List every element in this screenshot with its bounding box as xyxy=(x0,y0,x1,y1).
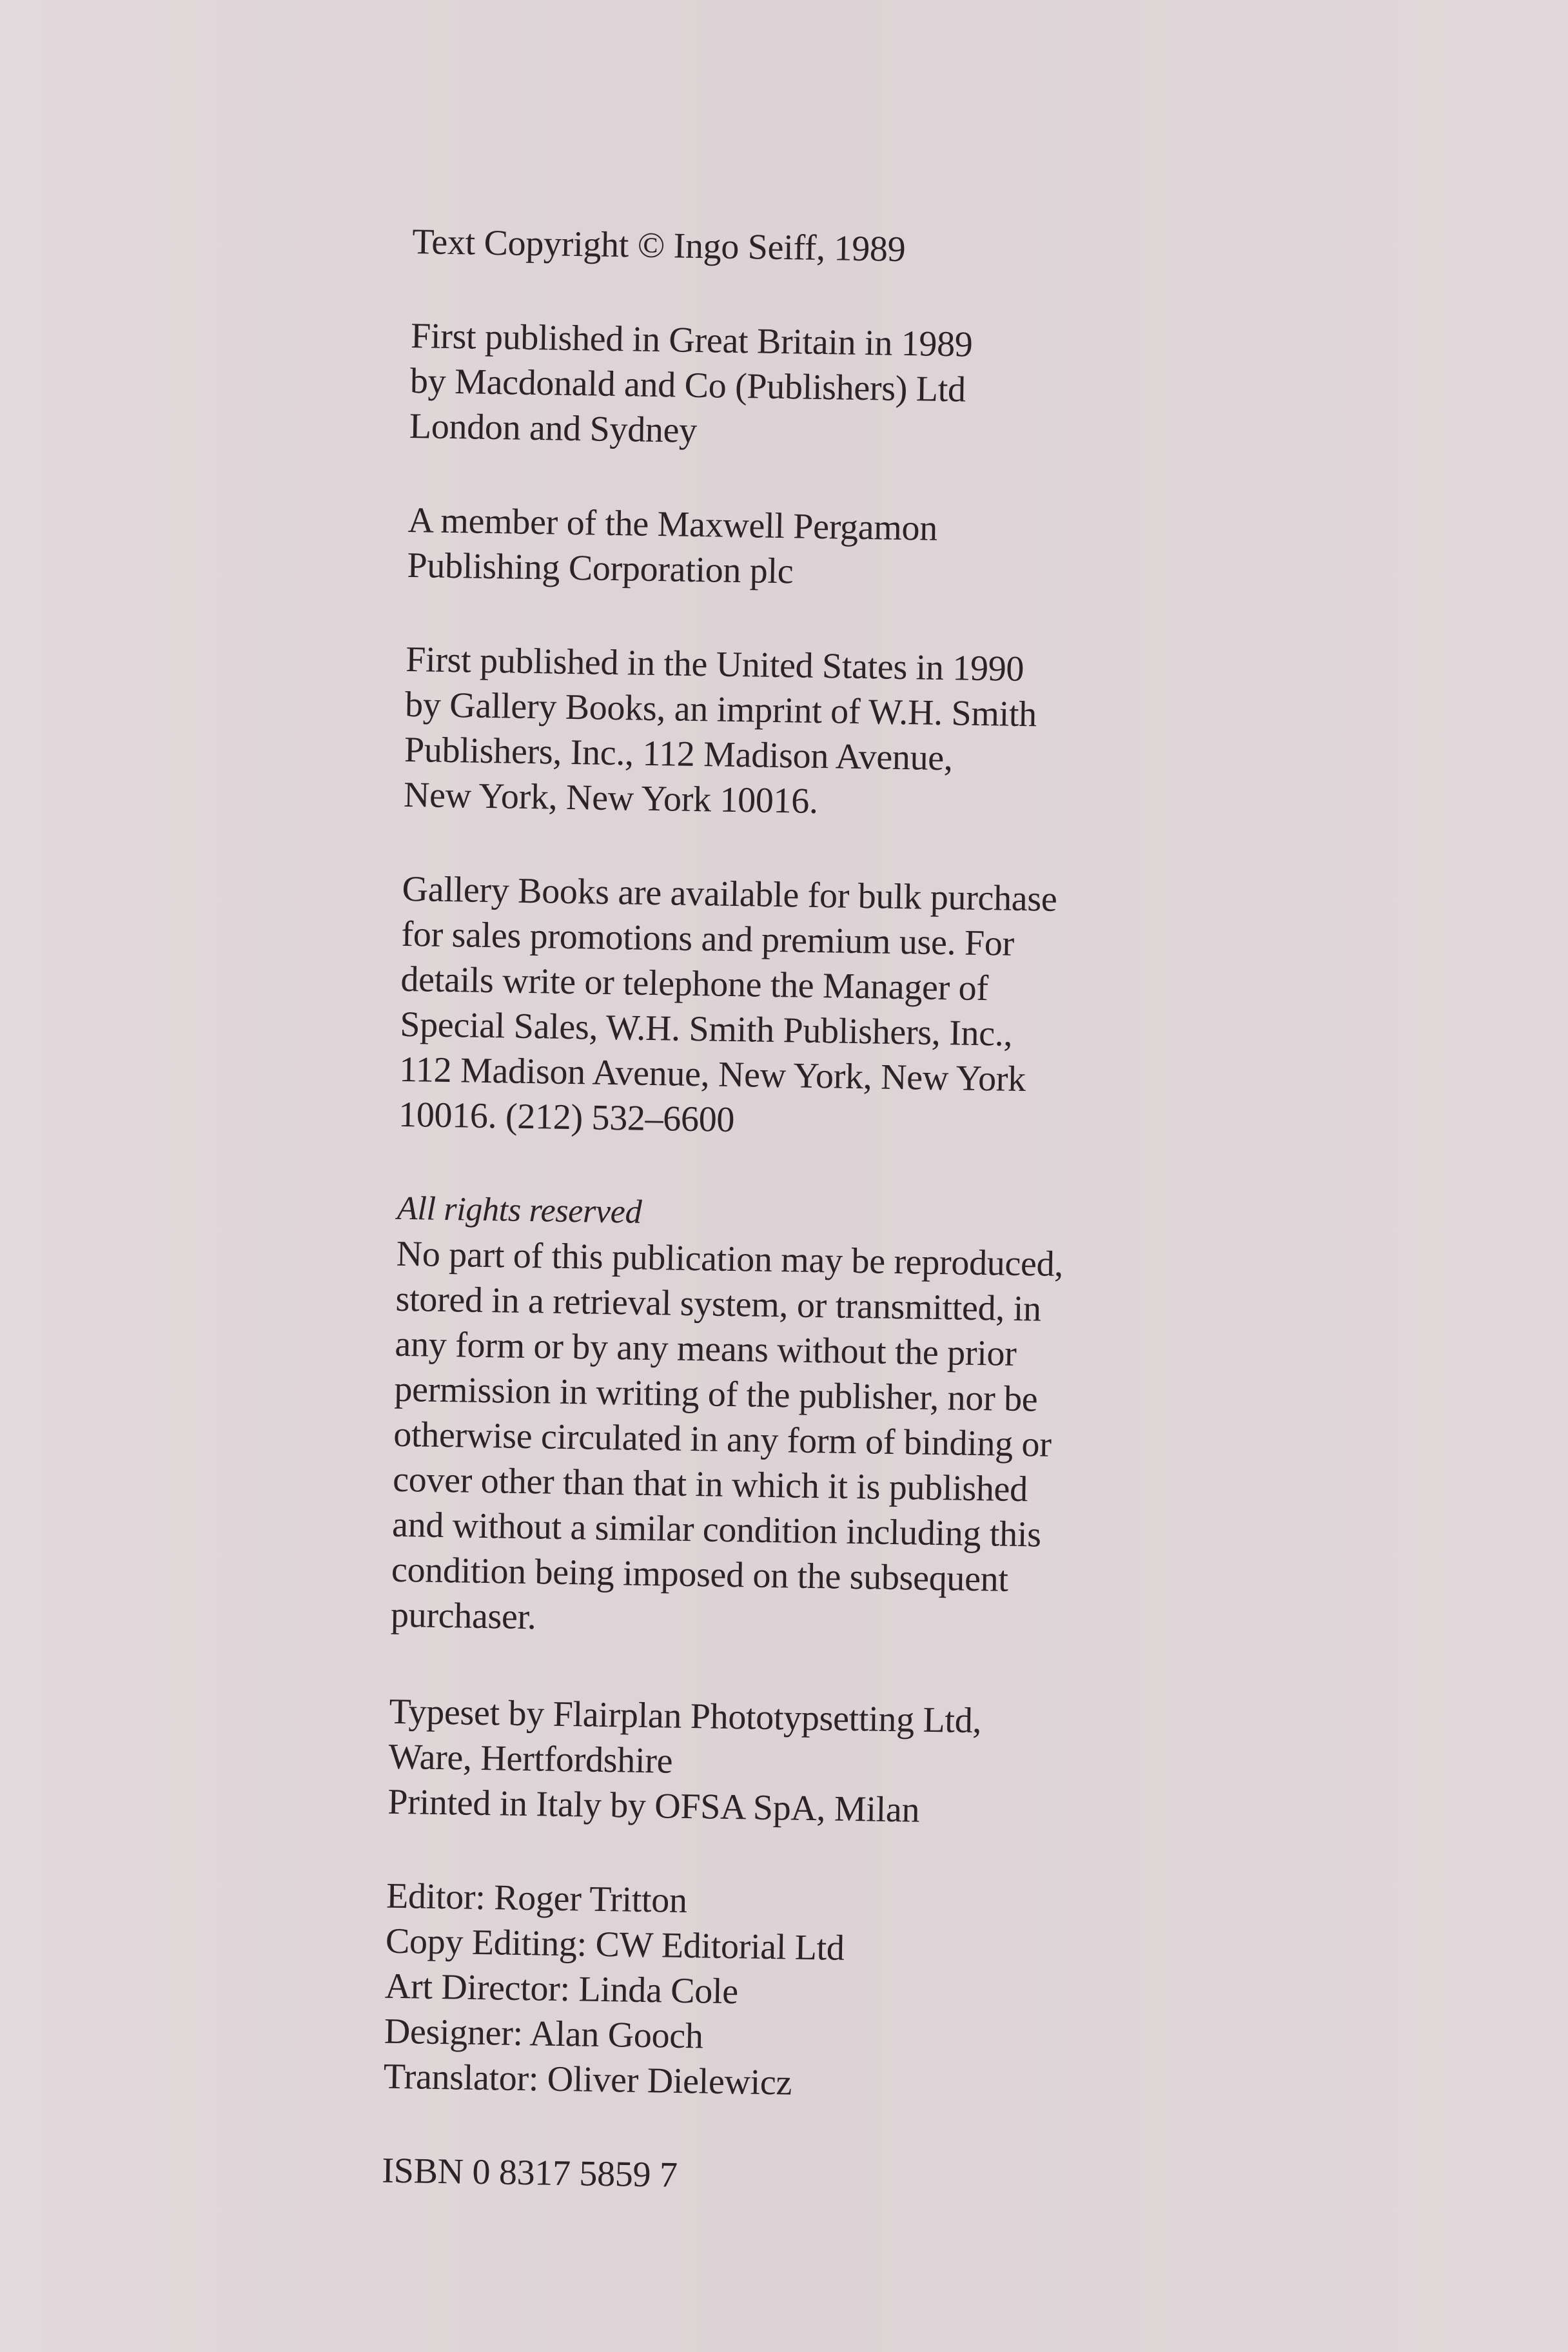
rights-reserved-notice xyxy=(390,1186,1235,1651)
rights-heading: All rights reserved xyxy=(397,1190,642,1231)
typeset-and-printing xyxy=(387,1689,1228,1838)
text-line: First published in the United States in 1990 xyxy=(405,639,1024,689)
text-line: by Gallery Books, an imprint of W.H. Smith xyxy=(404,684,1037,735)
text-line: otherwise circulated in any form of binding or xyxy=(393,1414,1052,1465)
first-published-great-britain xyxy=(409,313,1249,462)
bulk-purchase-notice xyxy=(398,867,1240,1150)
text-line: Publishers, Inc., 112 Madison Avenue, xyxy=(404,729,954,779)
copyright-page xyxy=(381,219,1251,2255)
credit-translator: Translator: Oliver Dielewicz xyxy=(383,2056,792,2103)
text-line: details write or telephone the Manager of xyxy=(400,959,989,1009)
text-line: London and Sydney xyxy=(409,406,698,451)
text-line: Gallery Books are available for bulk purchase xyxy=(402,868,1057,919)
corporation-membership xyxy=(407,498,1246,601)
text-line: for sales promotions and premium use. For xyxy=(401,914,1015,964)
text-line: Text Copyright © Ingo Seiff, 1989 xyxy=(411,221,906,270)
text-line: purchaser. xyxy=(390,1594,537,1638)
text-line: 112 Madison Avenue, New York, New York xyxy=(398,1049,1026,1100)
text-line: condition being imposed on the subsequent xyxy=(391,1549,1009,1600)
credits xyxy=(383,1874,1224,2112)
copyright-notice xyxy=(412,219,1251,277)
text-line: cover other than that in which it is published xyxy=(392,1459,1028,1510)
text-line: Typeset by Flairplan Phototypsetting Ltd, xyxy=(389,1691,982,1741)
isbn-number: ISBN 0 8317 5859 7 xyxy=(381,2150,678,2195)
text-line: First published in Great Britain in 1989 xyxy=(410,315,974,365)
text-line: A member of the Maxwell Pergamon xyxy=(407,500,938,549)
isbn xyxy=(382,2148,1220,2206)
text-line: Special Sales, W.H. Smith Publishers, Inc., xyxy=(399,1004,1013,1054)
credit-art-director: Art Director: Linda Cole xyxy=(384,1966,739,2012)
text-line: New York, New York 10016. xyxy=(403,774,819,821)
credit-designer: Designer: Alan Gooch xyxy=(384,2011,704,2057)
text-line: permission in writing of the publisher, nor be xyxy=(394,1369,1038,1420)
first-published-united-states xyxy=(403,637,1244,830)
text-line: 10016. (212) 532–6600 xyxy=(398,1094,735,1141)
text-line: any form or by any means without the prior xyxy=(395,1324,1017,1374)
text-line: No part of this publication may be reproduced, xyxy=(396,1233,1064,1285)
text-line: Publishing Corporation plc xyxy=(407,545,794,592)
text-line: stored in a retrieval system, or transmitted, in xyxy=(395,1279,1042,1329)
credit-copy-editing: Copy Editing: CW Editorial Ltd xyxy=(385,1921,845,1968)
text-line: and without a similar condition including this xyxy=(391,1504,1042,1555)
text-line: by Macdonald and Co (Publishers) Ltd xyxy=(409,360,966,410)
text-line: Ware, Hertfordshire xyxy=(388,1736,673,1781)
credit-editor: Editor: Roger Tritton xyxy=(386,1876,688,1921)
text-line: Printed in Italy by OFSA SpA, Milan xyxy=(387,1781,920,1830)
